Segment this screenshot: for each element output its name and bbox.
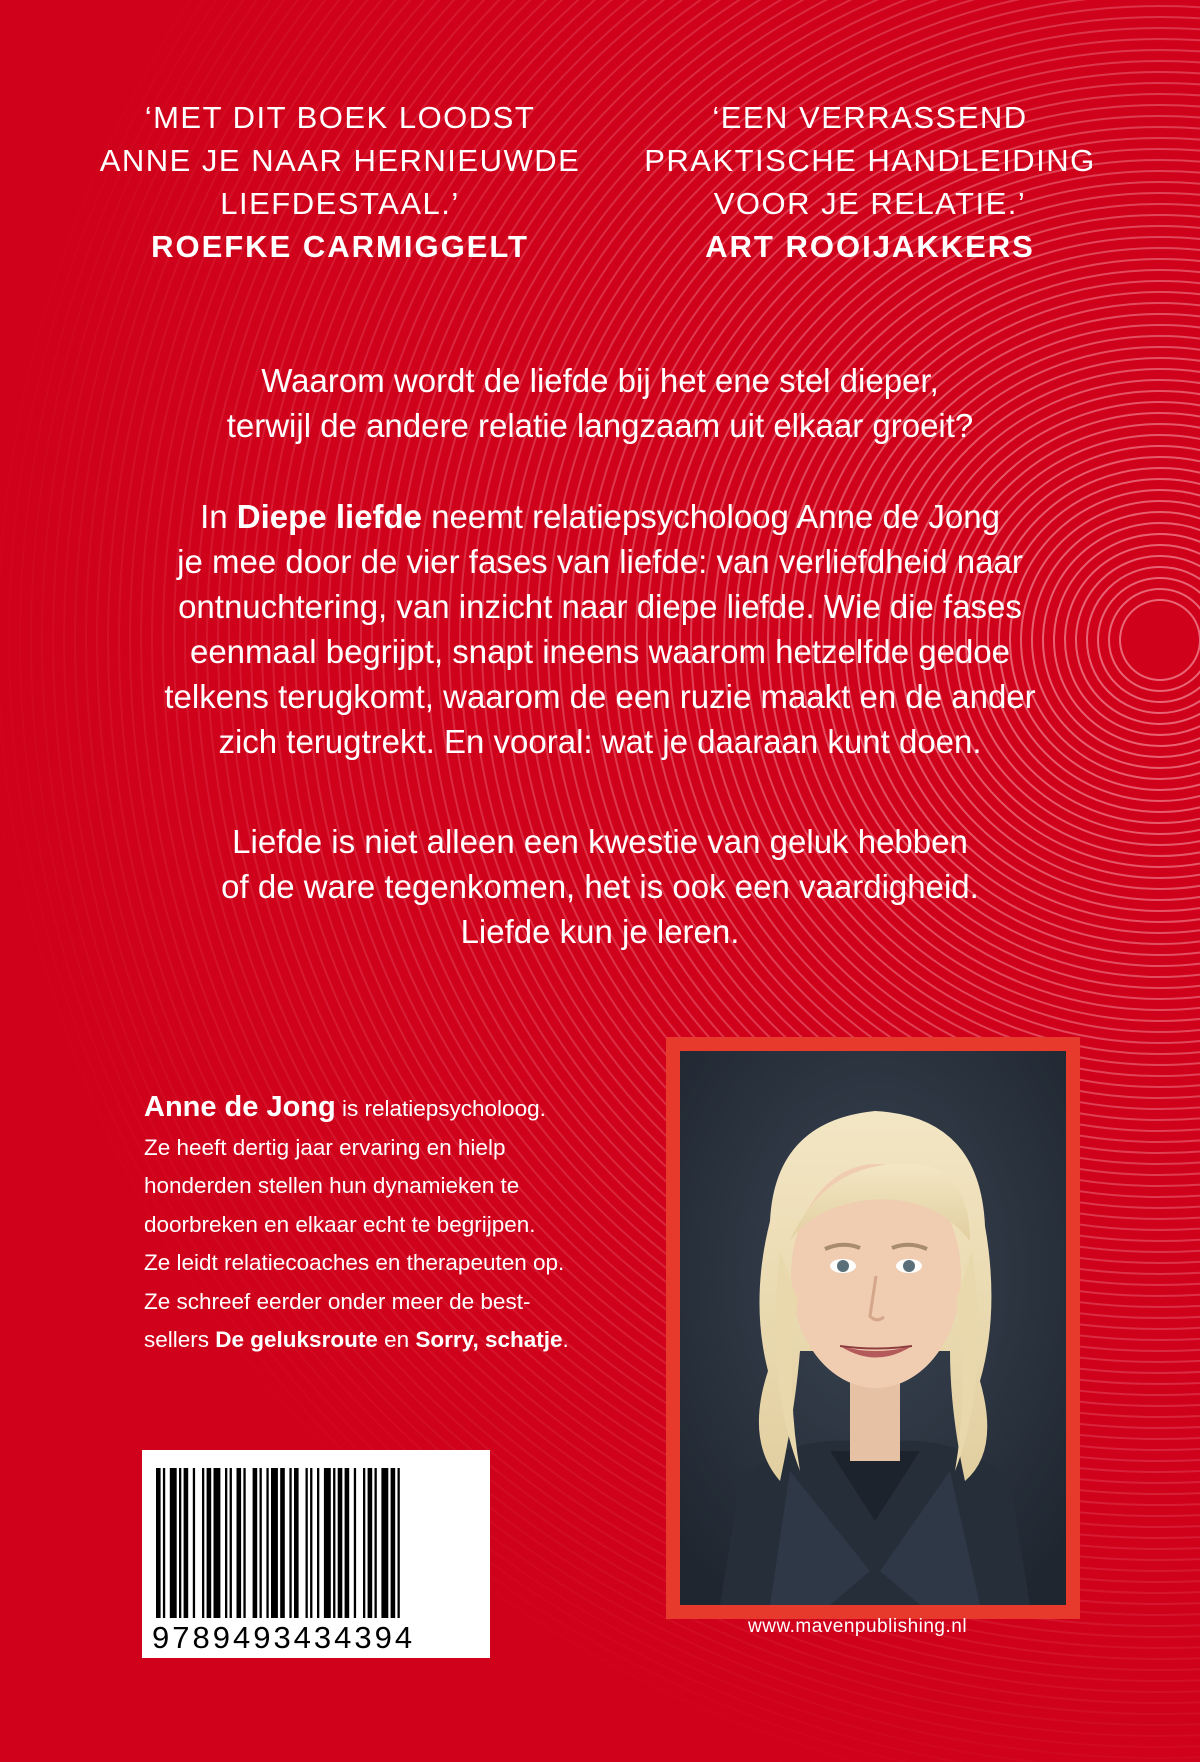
text-line: je mee door de vier fases van liefde: van verliefdheid naar <box>177 543 1023 580</box>
author-photo-frame <box>666 1037 1080 1619</box>
text-line: Waarom wordt de liefde bij het ene stel dieper, <box>261 362 939 399</box>
text-fragment: sellers <box>144 1327 216 1352</box>
text-line: ontnuchtering, van inzicht naar diepe liefde. Wie die fases <box>178 588 1022 625</box>
quote-author: ROEFKE CARMIGGELT <box>151 229 529 264</box>
text-line: eenmaal begrijpt, snapt ineens waarom hetzelfde gedoe <box>189 633 1011 670</box>
text-fragment: In <box>200 498 237 535</box>
text-fragment: is relatiepsycholoog. <box>335 1096 546 1121</box>
text-line: Liefde kun je leren. <box>460 913 740 950</box>
text-line: Ze heeft dertig jaar ervaring en hielp <box>144 1134 506 1160</box>
text-line: doorbreken en elkaar echt te begrijpen. <box>144 1211 536 1237</box>
barcode-bars <box>152 1468 480 1618</box>
isbn-barcode <box>142 1450 490 1658</box>
closing-paragraph <box>100 819 1100 954</box>
quote-line: PRAKTISCHE HANDLEIDING <box>644 143 1096 178</box>
author-photo <box>680 1051 1066 1605</box>
text-line: Ze schreef eerder onder meer de best- <box>144 1288 531 1314</box>
text-line <box>144 1088 614 1129</box>
description-paragraph <box>100 494 1100 764</box>
text-line: of de ware tegenkomen, het is ook een vaardigheid. <box>221 868 979 905</box>
text-line: terwijl de andere relatie langzaam uit elkaar groeit? <box>226 407 974 444</box>
quote-art-rooijakkers <box>610 96 1130 268</box>
text-line <box>100 494 1100 539</box>
text-fragment: en <box>377 1327 416 1352</box>
text-fragment: neemt relatiepsycholoog Anne de Jong <box>422 498 1000 535</box>
author-portrait-illustration <box>680 1051 1066 1605</box>
author-name: Anne de Jong <box>144 1091 336 1123</box>
book-title: De geluksroute <box>215 1327 378 1352</box>
text-line: honderden stellen hun dynamieken te <box>144 1173 520 1198</box>
intro-paragraph <box>100 358 1100 448</box>
book-title: Sorry, schatje <box>415 1327 563 1352</box>
text-line: zich terugtrekt. En vooral: wat je daaraan kunt doen. <box>218 723 982 760</box>
isbn-number: 9789493434394 <box>152 1620 416 1655</box>
quote-line: LIEFDESTAAL.’ <box>220 186 460 221</box>
quote-line: ‘MET DIT BOEK LOODST <box>144 100 536 135</box>
quote-line: ANNE JE NAAR HERNIEUWDE <box>99 143 581 178</box>
book-title: Diepe liefde <box>236 498 423 535</box>
quote-roefke-carmiggelt <box>80 96 600 268</box>
text-line: telkens terugkomt, waarom de een ruzie maakt en de ander <box>164 678 1036 715</box>
quote-line: VOOR JE RELATIE.’ <box>713 186 1027 221</box>
author-bio <box>144 1088 614 1360</box>
text-fragment: . <box>562 1327 569 1352</box>
text-line: Ze leidt relatiecoaches en therapeuten op. <box>144 1250 565 1275</box>
publisher-url[interactable]: www.mavenpublishing.nl <box>748 1616 968 1637</box>
quote-line: ‘EEN VERRASSEND <box>712 100 1028 135</box>
text-line: Liefde is niet alleen een kwestie van geluk hebben <box>232 823 968 860</box>
quote-author: ART ROOIJAKKERS <box>705 229 1035 264</box>
text-line <box>144 1321 614 1360</box>
